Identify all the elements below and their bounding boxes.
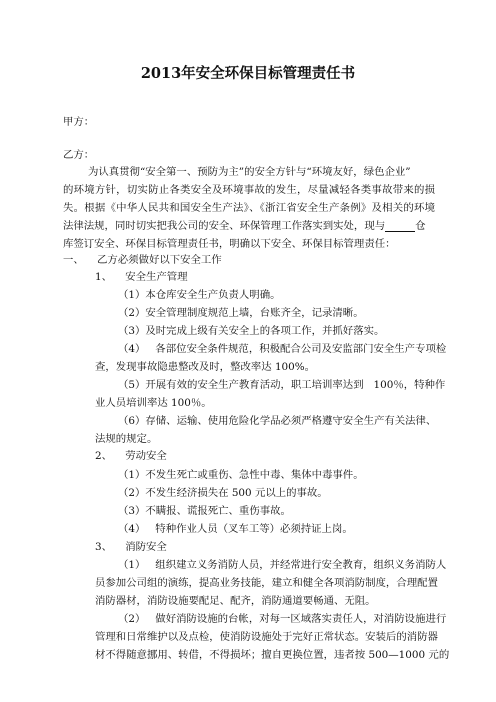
sub2-item-1: （1）不发生死亡或重伤、急性中毒、集体中毒事件。 (118, 469, 364, 481)
section-one-heading: 一、 乙方必须做好以下安全工作 (63, 254, 222, 266)
intro-line-5: 库签订安全、环保目标管理责任书，明确以下安全、环保目标管理责任： (63, 238, 396, 250)
sub2-heading: 2、 劳动安全 (95, 450, 167, 462)
party-b-label: 乙方： (63, 149, 95, 161)
sub3-item-2-cont-2: 材不得随意挪用、转借，不得损坏；擅自更换位置，违者按 500—1000 元的 (95, 649, 450, 661)
document-title: 2013年安全环保目标管理责任书 (140, 65, 356, 82)
sub2-item-2: （2）不发生经济损失在 500 元以上的事故。 (118, 487, 328, 499)
sub1-item-5: （5）开展有效的安全生产教育活动，职工培训率达到 100％，特种作 (118, 379, 446, 391)
sub3-item-1-cont-1: 员参加公司组的演练，提高业务技能，建立和健全各项消防制度，合理配置 (95, 577, 438, 589)
sub1-heading: 1、 安全生产管理 (95, 271, 188, 283)
sub2-item-3: （3）不瞒报、谎报死亡、重伤事故。 (118, 505, 291, 517)
intro-line-4-text: 法律法规，同时切实把我公司的安全、环保管理工作落实到实处，现与 (63, 220, 386, 232)
party-a-label: 甲方： (63, 116, 95, 128)
sub3-item-1-cont-2: 消防器材，消防设施要配足、配齐，消防通道要畅通、无阻。 (95, 595, 376, 607)
sub2-item-4: （4） 特种作业人员（叉车工等）必须持证上岗。 (118, 523, 353, 535)
sub3-item-2-cont-1: 管理和日常维护以及点检，使消防设施处于完好正常状态。安装后的消防器 (95, 631, 438, 643)
warehouse-name-blank (385, 219, 415, 232)
sub1-item-1: （1）本仓库安全生产负责人明确。 (118, 289, 281, 301)
intro-line-3: 失。根据《中华人民共和国安全生产法》、《浙江省安全生产条例》及相关的环境 (63, 202, 435, 214)
sub1-item-6-cont: 法规的规定。 (95, 433, 158, 445)
sub1-item-5-cont: 业人员培训率达 100％。 (95, 397, 212, 409)
intro-line-1: 为认真贯彻“安全第一、预防为主”的安全方针与“环境友好，绿色企业” (88, 166, 411, 178)
intro-line-4-end: 仓 (415, 220, 426, 232)
sub3-item-2: （2） 做好消防设施的台帐，对每一区域落实责任人，对消防设施进行 (118, 613, 447, 625)
sub1-item-6: （6）存储、运输、使用危险化学品必须严格遵守安全生产有关法律、 (118, 415, 437, 427)
sub1-item-2: （2）安全管理制度规范上墙，台账齐全，记录清晰。 (118, 307, 364, 319)
sub3-item-1: （1） 组织建立义务消防人员，并经常进行安全教育，组织义务消防人 (118, 559, 447, 571)
intro-line-4 (63, 217, 426, 236)
sub3-heading: 3、 消防安全 (95, 541, 167, 553)
sub1-item-4: （4） 各部位安全条件规范，积极配合公司及安监部门安全生产专项检 (118, 343, 447, 355)
sub1-item-4-cont: 查，发现事故隐患整改及时，整改率达 100%。 (95, 361, 316, 373)
sub1-item-3: （3）及时完成上级有关安全上的各项工作，并抓好落实。 (118, 325, 385, 337)
intro-line-2: 的环境方针，切实防止各类安全及环境事故的发生，尽量减轻各类事故带来的损 (63, 184, 435, 196)
